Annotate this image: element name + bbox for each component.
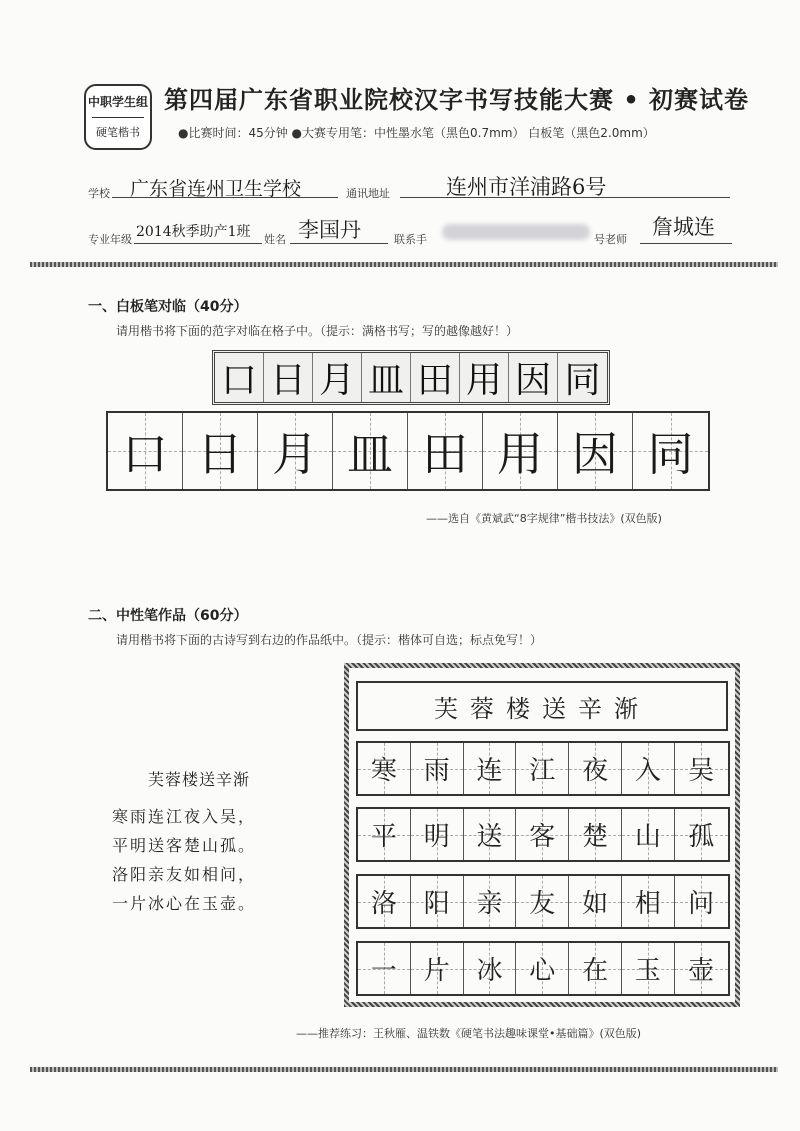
work-cell: 玉 [622,943,675,994]
model-cell: 因 [509,353,558,402]
name-underline [290,243,388,244]
school-value: 广东省连州卫生学校 [130,178,302,200]
work-cell: 送 [464,809,517,860]
practice-cell: 田 [408,413,483,489]
work-title-box: 芙蓉楼送辛渐 [356,681,728,731]
header-divider [30,262,778,267]
work-row-4 [356,941,730,996]
work-cell: 冰 [464,943,517,994]
work-cell: 在 [569,943,622,994]
work-cell: 山 [622,809,675,860]
practice-character-grid [106,411,710,491]
section2-instruction: 请用楷书将下面的古诗写到右边的作品纸中。（提示：楷体可自选；标点免写！） [116,633,543,647]
model-cell: 同 [564,360,601,401]
poem-line-4: 一片冰心在玉壶。 [112,894,257,913]
work-cell: 吴 [675,743,728,794]
model-cell: 皿 [362,353,411,402]
school-label: 学校 [88,187,110,200]
poem-line-1: 寒雨连江夜入吴， [112,807,257,826]
work-row-1 [356,741,730,796]
section1-credit: ——选自《黄斌武“8字规律”楷书技法》(双色版) [426,512,662,525]
work-cell: 友 [516,876,569,927]
work-cell: 一 [358,943,411,994]
poem-line-3: 洛阳亲友如相问， [112,865,257,884]
work-cell: 连 [464,743,517,794]
section1-heading: 一、白板笔对临（40分） [88,299,248,315]
practice-cell: 月 [258,413,333,489]
badge-bottom-text: 硬笔楷书 [96,126,140,139]
poem-line-2: 平明送客楚山孤。 [112,836,257,855]
practice-cell: 日 [183,413,258,489]
teacher-value: 詹城连 [652,215,715,239]
model-cell: 用 [460,353,509,402]
model-cell: 月 [313,353,362,402]
address-value: 连州市洋浦路6号 [446,175,607,199]
major-label: 专业年级 [88,233,132,246]
work-cell: 明 [411,809,464,860]
work-cell: 问 [675,876,728,927]
work-row-3 [356,874,730,929]
work-cell: 入 [622,743,675,794]
work-cell: 江 [516,743,569,794]
work-cell: 如 [569,876,622,927]
work-row-2 [356,807,730,862]
footer-divider [30,1067,778,1072]
model-cell: 日 [264,353,313,402]
work-cell: 阳 [411,876,464,927]
work-cell: 相 [622,876,675,927]
work-cell: 洛 [358,876,411,927]
practice-cell: 用 [483,413,558,489]
badge-divider [92,117,144,118]
work-cell: 楚 [569,809,622,860]
exam-subtitle: ●比赛时间：45分钟 ●大赛专用笔：中性墨水笔（黑色0.7mm） 白板笔（黑色2.0mm） [178,126,655,140]
practice-cell: 因 [558,413,633,489]
phone-label: 联系手 [394,233,427,246]
model-cell: 田 [411,353,460,402]
teacher-label: 号老师 [594,233,627,246]
work-cell: 客 [516,809,569,860]
name-label: 姓名 [264,233,286,246]
work-cell: 夜 [569,743,622,794]
work-cell: 心 [516,943,569,994]
category-badge [84,84,152,150]
work-cell: 雨 [411,743,464,794]
major-underline [134,243,262,244]
work-cell: 壶 [675,943,728,994]
redacted-phone [442,224,590,240]
exam-title: 第四届广东省职业院校汉字书写技能大赛 • 初赛试卷 [164,86,750,114]
address-underline [400,197,730,198]
work-cell: 平 [358,809,411,860]
name-value: 李国丹 [298,218,361,242]
model-character-grid [212,350,610,405]
school-underline [112,197,338,198]
work-cell: 寒 [358,743,411,794]
work-cell: 孤 [675,809,728,860]
work-cell: 亲 [464,876,517,927]
section1-instruction: 请用楷书将下面的范字对临在格子中。（提示：满格书写；写的越像越好！） [116,324,519,338]
practice-cell: 口 [108,413,183,489]
work-cell: 片 [411,943,464,994]
teacher-underline [640,243,732,244]
practice-cell: 同 [633,413,708,489]
section2-credit: ——推荐练习：王秋雁、温铁数《硬笔书法趣味课堂•基础篇》(双色版) [296,1027,642,1040]
poem-title: 芙蓉楼送辛渐 [148,770,251,789]
address-label: 通讯地址 [346,187,390,200]
badge-top-text: 中职学生组 [87,95,148,109]
practice-cell: 皿 [333,413,408,489]
section2-heading: 二、中性笔作品（60分） [88,608,248,624]
major-value: 2014秋季助产1班 [136,224,251,240]
model-cell: 口 [215,353,264,402]
